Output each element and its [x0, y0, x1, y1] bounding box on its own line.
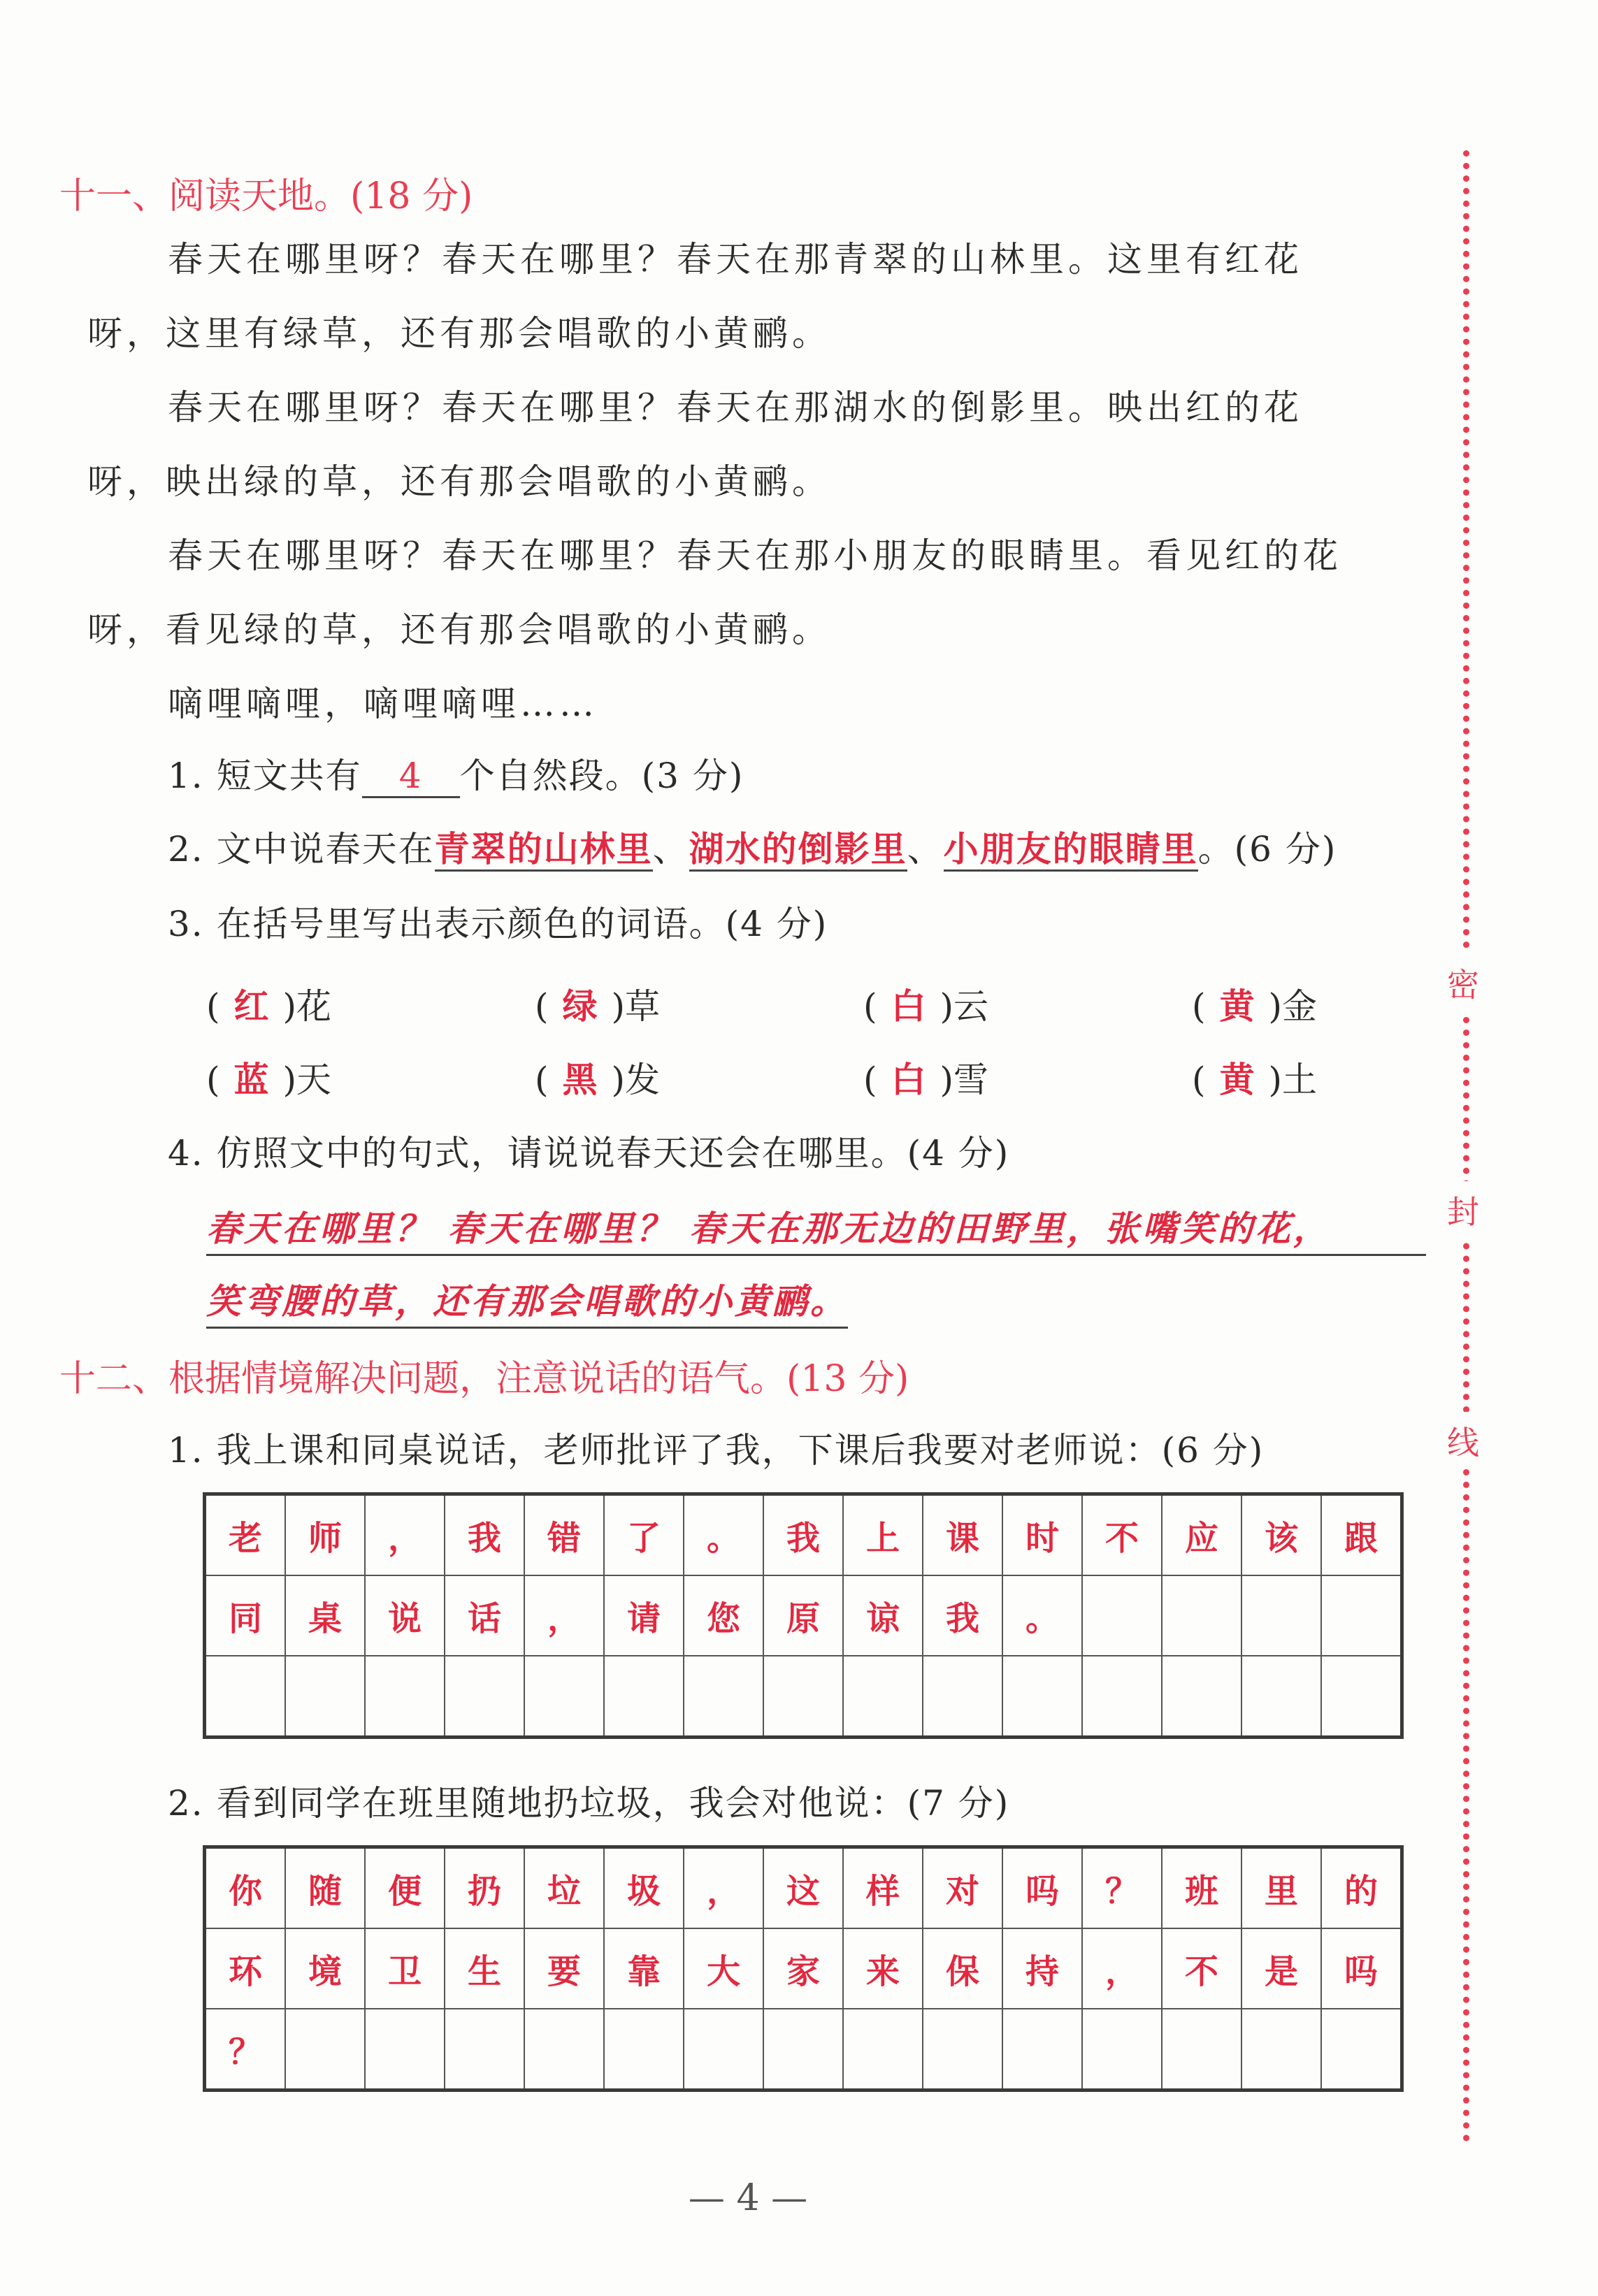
question-1-prefix: 1. 短文共有 — [168, 756, 362, 796]
grid1-cell-group-row — [205, 1656, 1402, 1738]
grid2-cell-group-cell — [445, 2009, 524, 2091]
grid2-cell-group-cell: 圾 — [604, 1847, 684, 1929]
grid1-cell-group-cell: 老 — [205, 1494, 286, 1576]
grid1-cell-group-cell — [763, 1656, 843, 1738]
grid1-cell-group-cell: 。 — [684, 1494, 763, 1576]
grid2-cell-group-cell: 便 — [365, 1847, 445, 1929]
grid2-cell-group-cell — [1002, 2009, 1082, 2091]
grid2-cell-group-row — [205, 1847, 1402, 1929]
question-2-sep-2: 、 — [907, 829, 944, 869]
binding-dotted-line — [1463, 150, 1469, 2142]
grid1-cell-group-cell: 同 — [205, 1575, 286, 1656]
question-4-answer-line-1: 春天在哪里？ 春天在哪里？ 春天在那无边的田野里，张嘴笑的花， — [206, 1201, 1426, 1256]
grid1-cell-group-cell: 该 — [1241, 1494, 1321, 1576]
question-4: 4. 仿照文中的句式，请说说春天还会在哪里。(4 分) — [168, 1133, 1010, 1174]
grid2-cell-group-cell: ？ — [1082, 1847, 1162, 1929]
color-item-3: ( 白 )云 — [863, 979, 988, 1029]
grid1-cell-group-cell — [923, 1656, 1002, 1738]
color-item-2: ( 绿 )草 — [535, 979, 660, 1029]
grid1-cell-group-cell: 原 — [763, 1575, 843, 1656]
grid1-cell-group-cell — [684, 1656, 763, 1738]
color-word-8: 土 — [1282, 1060, 1318, 1100]
grid1-cell-group-cell: 您 — [684, 1575, 763, 1656]
grid2-cell-group-cell — [843, 2009, 923, 2091]
grid1-cell-group-cell: ， — [365, 1494, 445, 1576]
grid1-cell-group-cell: 错 — [524, 1494, 604, 1576]
grid2-cell-group-cell: 垃 — [524, 1847, 604, 1929]
grid2-cell-group-cell: 境 — [285, 1928, 365, 2009]
grid1-cell-group-cell: 课 — [923, 1494, 1002, 1576]
grid2-cell-group-cell: 吗 — [1321, 1928, 1402, 2009]
grid2-cell-group-cell: 你 — [205, 1847, 286, 1929]
color-word-3: 云 — [953, 986, 989, 1027]
color-answer-2: 绿 — [562, 986, 598, 1027]
grid1-cell-group-cell: 跟 — [1321, 1494, 1402, 1576]
grid2-cell-group-cell — [684, 2009, 763, 2091]
color-item-1: ( 红 )花 — [206, 979, 331, 1029]
grid1-cell-group-cell: 我 — [445, 1494, 524, 1576]
grid2-cell-group-cell: 卫 — [365, 1928, 445, 2009]
grid1-cell-group-cell — [1321, 1575, 1402, 1656]
grid1-cell-group-cell — [1082, 1656, 1162, 1738]
scenario-2-question: 2. 看到同学在班里随地扔垃圾，我会对他说：(7 分) — [168, 1783, 1010, 1824]
grid1-cell-group-cell: 谅 — [843, 1575, 923, 1656]
color-item-8: ( 黄 )土 — [1192, 1052, 1317, 1102]
reading-paragraph-1: 春天在哪里呀？春天在哪里？春天在那青翠的山林里。这里有红花呀，这里有绿草，还有那会唱歌的小黄鹂。 — [87, 239, 1303, 354]
grid1-cell-group-cell — [285, 1656, 365, 1738]
grid2-cell-group-cell: 里 — [1241, 1847, 1321, 1929]
grid2-cell-group-cell — [365, 2009, 445, 2091]
color-item-4: ( 黄 )金 — [1192, 979, 1317, 1029]
writing-grid-2 — [203, 1845, 1404, 2092]
grid1-cell-group-cell — [365, 1656, 445, 1738]
grid1-cell-group-cell: 我 — [763, 1494, 843, 1576]
grid1-cell-group-cell — [843, 1656, 923, 1738]
grid2-cell-group-cell: ？ — [205, 2009, 286, 2091]
grid2-cell-group-cell: 靠 — [604, 1928, 684, 2009]
grid2-cell-group-cell: 这 — [763, 1847, 843, 1929]
grid2-cell-group-cell — [1162, 2009, 1241, 2091]
grid1-cell-group-cell: 我 — [923, 1575, 1002, 1656]
section-12-points: (13 分) — [786, 1358, 909, 1400]
grid2-cell-group-cell: 要 — [524, 1928, 604, 2009]
grid1-cell-group-cell — [205, 1656, 286, 1738]
grid2-cell-group-cell: 样 — [843, 1847, 923, 1929]
grid2-cell-group-cell: 扔 — [445, 1847, 524, 1929]
grid1-cell-group-cell: 不 — [1082, 1494, 1162, 1576]
grid2-cell-group-cell — [763, 2009, 843, 2091]
color-word-5: 天 — [296, 1060, 332, 1100]
scenario-1-question: 1. 我上课和同桌说话，老师批评了我，下课后我要对老师说：(6 分) — [168, 1430, 1265, 1471]
section-11-points: (18 分) — [350, 175, 473, 217]
question-2-answer-2: 湖水的倒影里 — [689, 829, 907, 872]
grid2-cell-group-cell: 随 — [285, 1847, 365, 1929]
grid2-cell-group-cell: 持 — [1002, 1928, 1082, 2009]
grid1-cell-group-cell — [1002, 1656, 1082, 1738]
grid2-cell-group-cell: 生 — [445, 1928, 524, 2009]
question-2-suffix: 。(6 分) — [1197, 829, 1337, 869]
grid1-cell-group-cell: ， — [524, 1575, 604, 1656]
color-answer-8: 黄 — [1219, 1060, 1255, 1100]
grid1-cell-group-cell — [524, 1656, 604, 1738]
grid2-cell-group-cell — [604, 2009, 684, 2091]
grid1-cell-group-cell: 应 — [1162, 1494, 1241, 1576]
question-2-prefix: 2. 文中说春天在 — [168, 829, 435, 869]
grid2-cell-group-cell: 大 — [684, 1928, 763, 2009]
grid1-cell-group-cell — [1082, 1575, 1162, 1656]
question-2-answer-3: 小朋友的眼睛里 — [944, 829, 1198, 872]
color-word-6: 发 — [625, 1060, 661, 1100]
grid2-cell-group-cell: 来 — [843, 1928, 923, 2009]
grid2-cell-group-row — [205, 1928, 1402, 2009]
side-label-mi: 密 — [1447, 954, 1479, 1011]
grid2-cell-group-cell: 班 — [1162, 1847, 1241, 1929]
grid2-cell-group-cell: 是 — [1241, 1928, 1321, 2009]
grid1-cell-group-cell: 说 — [365, 1575, 445, 1656]
grid1-cell-group-cell: 了 — [604, 1494, 684, 1576]
question-4-answer-line-2: 笑弯腰的草，还有那会唱歌的小黄鹂。 — [206, 1273, 848, 1329]
grid1-cell-group-row — [205, 1494, 1402, 1576]
grid2-cell-group-cell — [923, 2009, 1002, 2091]
grid1-cell-group-cell — [1241, 1656, 1321, 1738]
color-item-6: ( 黑 )发 — [535, 1052, 660, 1102]
grid2-cell-group-row — [205, 2009, 1402, 2091]
writing-grid-1 — [203, 1492, 1404, 1739]
reading-paragraph-2: 春天在哪里呀？春天在哪里？春天在那湖水的倒影里。映出红的花呀，映出绿的草，还有那会唱歌的小黄鹂。 — [87, 387, 1303, 502]
grid1-cell-group-cell: 请 — [604, 1575, 684, 1656]
grid1-cell-group-cell — [1162, 1656, 1241, 1738]
color-answer-4: 黄 — [1219, 986, 1255, 1027]
question-1-answer-blank — [362, 756, 460, 798]
section-12-title-text: 十二、根据情境解决问题，注意说话的语气。 — [59, 1358, 787, 1400]
color-word-7: 雪 — [953, 1060, 989, 1100]
reading-paragraph-3: 春天在哪里呀？春天在哪里？春天在那小朋友的眼睛里。看见红的花呀，看见绿的草，还有那会唱歌的小黄鹂。 — [87, 535, 1342, 650]
section-11-title-text: 十一、阅读天地。 — [59, 175, 351, 217]
grid1-cell-group-cell — [1241, 1575, 1321, 1656]
grid2-cell-group-cell — [1321, 2009, 1402, 2091]
reading-paragraph-4: 嘀哩嘀哩，嘀哩嘀哩…… — [168, 684, 598, 724]
grid2-cell-group-cell: 保 — [923, 1928, 1002, 2009]
grid2-cell-group-cell: ， — [1082, 1928, 1162, 2009]
page-number: — 4 — — [688, 2177, 808, 2219]
color-answer-1: 红 — [233, 986, 269, 1027]
question-2 — [168, 821, 1337, 872]
side-label-xian: 线 — [1447, 1412, 1479, 1469]
color-item-7: ( 白 )雪 — [863, 1052, 988, 1102]
question-1-suffix: 个自然段。(3 分) — [459, 756, 744, 796]
question-2-answer-1: 青翠的山林里 — [435, 829, 653, 872]
grid1-cell-group-cell — [445, 1656, 524, 1738]
color-word-2: 草 — [625, 986, 661, 1027]
grid2-cell-group-cell — [285, 2009, 365, 2091]
grid2-cell-group-cell: 的 — [1321, 1847, 1402, 1929]
color-answer-6: 黑 — [562, 1060, 598, 1100]
question-1 — [168, 748, 744, 798]
grid2-cell-group-cell — [524, 2009, 604, 2091]
color-item-5: ( 蓝 )天 — [206, 1052, 331, 1102]
grid2-cell-group-cell: 家 — [763, 1928, 843, 2009]
grid1-cell-group-cell: 师 — [285, 1494, 365, 1576]
grid2-cell-group-cell — [1241, 2009, 1321, 2091]
question-3: 3. 在括号里写出表示颜色的词语。(4 分) — [168, 904, 828, 944]
section-11-title — [59, 166, 473, 219]
question-2-sep-1: 、 — [652, 829, 689, 869]
grid1-cell-group-cell: 桌 — [285, 1575, 365, 1656]
grid2-cell-group-cell: 不 — [1162, 1928, 1241, 2009]
side-label-feng: 封 — [1447, 1181, 1479, 1239]
grid1-cell-group-row — [205, 1575, 1402, 1656]
grid1-cell-group-cell: 上 — [843, 1494, 923, 1576]
grid2-cell-group-cell — [1082, 2009, 1162, 2091]
color-answer-3: 白 — [891, 986, 926, 1027]
color-word-1: 花 — [296, 986, 332, 1027]
grid1-cell-group-cell — [604, 1656, 684, 1738]
grid1-cell-group-cell: 话 — [445, 1575, 524, 1656]
grid1-cell-group-cell — [1321, 1656, 1402, 1738]
grid1-cell-group-cell — [1162, 1575, 1241, 1656]
section-12-title — [59, 1349, 909, 1401]
grid1-cell-group-cell: 。 — [1002, 1575, 1082, 1656]
color-answer-7: 白 — [891, 1060, 926, 1100]
grid2-cell-group-cell: 对 — [923, 1847, 1002, 1929]
grid2-cell-group-cell: 吗 — [1002, 1847, 1082, 1929]
grid2-cell-group-cell: 环 — [205, 1928, 286, 2009]
color-answer-5: 蓝 — [233, 1060, 269, 1100]
grid2-cell-group-cell: ， — [684, 1847, 763, 1929]
question-1-answer: 4 — [398, 756, 423, 796]
grid1-cell-group-cell: 时 — [1002, 1494, 1082, 1576]
color-word-4: 金 — [1282, 986, 1318, 1027]
